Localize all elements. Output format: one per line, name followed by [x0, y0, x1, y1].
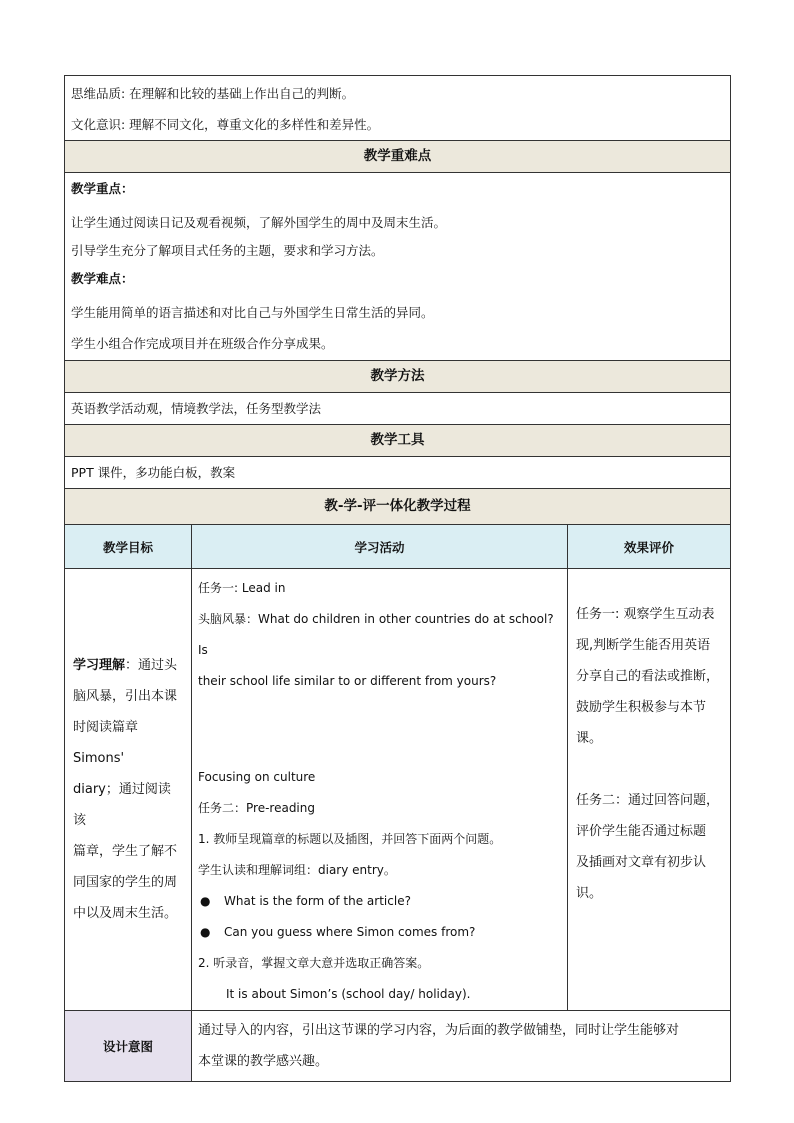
- step2-answer: It is about Simon’s (school day/ holiday).: [226, 987, 471, 1001]
- goal-bold-prefix: 学习理解: [73, 658, 126, 673]
- key-points-row: [65, 173, 731, 361]
- bullet-icon: ●: [200, 894, 211, 908]
- eval2-line-3: 及插画对文章有初步认: [576, 855, 707, 870]
- eval2-line-4: 识。: [576, 886, 603, 901]
- difficulty-label: 教学难点：: [71, 271, 134, 286]
- eval1-line-3: 分享自己的看法或推断，: [576, 669, 720, 684]
- eval2-line-2: 评价学生能否通过标题: [576, 824, 707, 839]
- activity-cell: [192, 569, 568, 1011]
- lesson-plan-table: [64, 75, 731, 1082]
- col-goal-header: 教学目标: [65, 525, 192, 569]
- tools-text: PPT 课件，多功能白板，教案: [65, 457, 731, 489]
- methods-text: 英语教学活动观，情境教学法，任务型教学法: [65, 393, 731, 425]
- step1-text: 1. 教师呈现篇章的标题以及插图，并回答下面两个问题。: [198, 832, 502, 846]
- eval1-line-4: 鼓励学生积极参与本节: [576, 700, 707, 715]
- bullet-question-2: ● Can you guess where Simon comes from?: [198, 917, 561, 948]
- goal-line-5: 篇章，学生了解不: [73, 844, 178, 859]
- process-column-header-row: [65, 525, 731, 569]
- process-header: 教-学-评一体化教学过程: [65, 489, 731, 525]
- process-row: [65, 569, 731, 1011]
- difficulty-item-1: 学生能用简单的语言描述和对比自己与外国学生日常生活的异同。: [71, 305, 434, 320]
- vocab-text: 学生认读和理解词组：diary entry。: [198, 863, 396, 877]
- bullet-icon: ●: [200, 925, 211, 939]
- cultural-awareness-text: 文化意识: 理解不同文化，尊重文化的多样性和差异性。: [71, 117, 380, 132]
- goal-line-7: 中以及周末生活。: [73, 906, 178, 921]
- goal-line-1: 学习理解：通过头: [73, 658, 178, 673]
- thinking-quality-text: 思维品质: 在理解和比较的基础上作出自己的判断。: [71, 86, 355, 101]
- methods-header: 教学方法: [65, 361, 731, 393]
- goal-line-2: 脑风暴，引出本课: [73, 689, 178, 704]
- focusing-culture: Focusing on culture: [198, 770, 316, 784]
- bullet-question-1: ● What is the form of the article?: [198, 886, 561, 917]
- design-intent-text: [192, 1011, 731, 1082]
- key-points-header: 教学重难点: [65, 141, 731, 173]
- goal-line-3: 时阅读篇章 Simons': [73, 720, 139, 766]
- difficulty-item-2: 学生小组合作完成项目并在班级合作分享成果。: [71, 336, 334, 351]
- goal-line-4: diary；通过阅读该: [73, 782, 171, 828]
- eval2-line-1: 任务二：通过回答问题，: [576, 793, 720, 808]
- evaluation-cell: [568, 569, 731, 1011]
- goal-cell: [65, 569, 192, 1011]
- focus-item-1: 让学生通过阅读日记及观看视频，了解外国学生的周中及周末生活。: [71, 215, 447, 230]
- step2-text: 2. 听录音，掌握文章大意并选取正确答案。: [198, 956, 430, 970]
- design-line-2: 本堂课的教学感兴趣。: [198, 1054, 329, 1069]
- goal-line-6: 同国家的学生的周: [73, 875, 178, 890]
- tools-header: 教学工具: [65, 425, 731, 457]
- core-competency-row: [65, 76, 731, 141]
- col-activity-header: 学习活动: [192, 525, 568, 569]
- lesson-plan-document: [64, 75, 730, 1082]
- design-intent-row: [65, 1011, 731, 1082]
- task2-title: 任务二：Pre-reading: [198, 801, 315, 815]
- focus-item-2: 引导学生充分了解项目式任务的主题，要求和学习方法。: [71, 243, 384, 258]
- task1-title: 任务一: Lead in: [198, 581, 286, 595]
- eval1-line-5: 课。: [576, 731, 603, 746]
- brainstorm-text-2: their school life similar to or different from yours?: [198, 674, 497, 688]
- eval1-line-1: 任务一: 观察学生互动表: [576, 607, 715, 622]
- eval1-line-2: 现,判断学生能否用英语: [576, 638, 711, 653]
- design-line-1: 通过导入的内容，引出这节课的学习内容，为后面的教学做铺垫，同时让学生能够对: [198, 1023, 680, 1038]
- focus-label: 教学重点：: [71, 181, 134, 196]
- col-eval-header: 效果评价: [568, 525, 731, 569]
- brainstorm-text: 头脑风暴：What do children in other countries do at school? Is: [198, 612, 554, 657]
- design-intent-label: 设计意图: [65, 1011, 192, 1082]
